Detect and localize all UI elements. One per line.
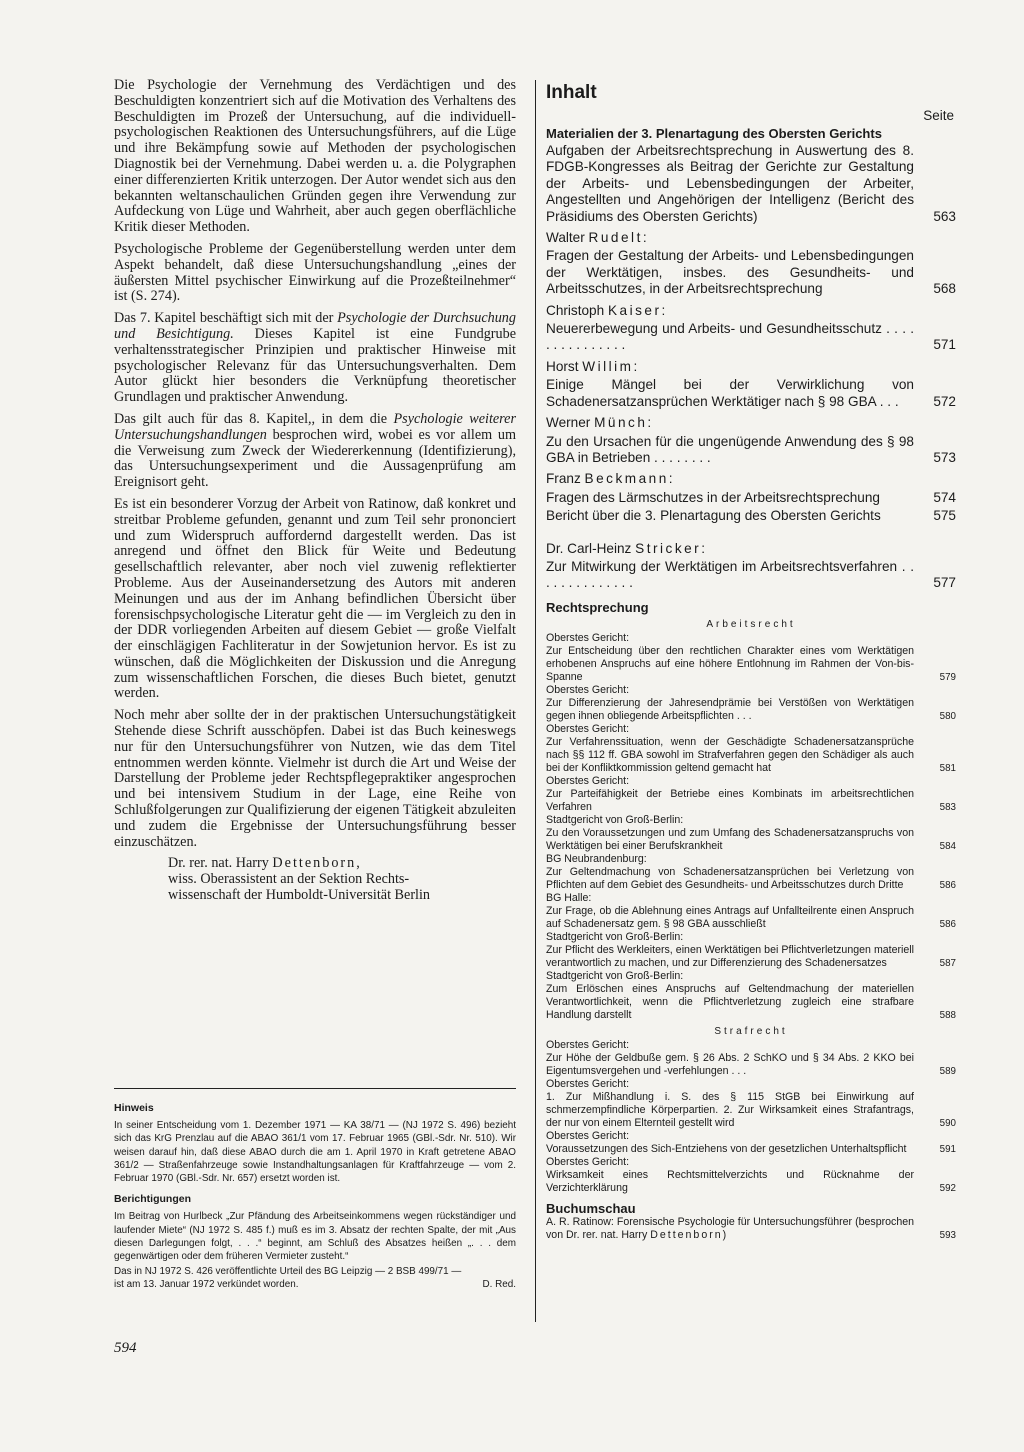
- horizontal-divider: [114, 1088, 516, 1089]
- toc-entry-text: Zur Frage, ob die Ablehnung eines Antrags auf Unfallteilrente einen Anspruch auf Schadenersatz gem. § 98 GBA ausschließt: [546, 904, 914, 930]
- paragraph: [114, 311, 516, 406]
- toc-entry-text: Zur Geltendmachung von Schadenersatzansprüchen bei Verletzung von Pflichten auf dem Gebiet des Gesundheits- und Arbeitsschutzes durch Dritte: [546, 865, 914, 891]
- berichtigungen-row: [114, 1265, 516, 1291]
- paragraph: [114, 412, 516, 491]
- table-of-contents: [546, 82, 956, 1242]
- toc-page-number: 581: [939, 762, 956, 774]
- paragraph: Psychologische Probleme der Gegenüberstellung werden unter dem Aspekt behandelt, daß diese Untersuchungshandlung „eines der äußersten Mittel psychischer Einwirkung auf die Prozeßteilnehmer“ ist (S. 274).: [114, 240, 516, 305]
- toc-page-number: 586: [939, 879, 956, 891]
- toc-entry-text: Fragen der Gestaltung der Arbeits- und Lebensbedingungen der Werktätigen, insbes. des Gesundheits- und Arbeitsschutzes, in der Arbeitsrechtsprechung: [546, 248, 914, 297]
- court-name: BG Neubrandenburg:: [546, 852, 647, 865]
- court-name: Oberstes Gericht:: [546, 1077, 630, 1090]
- author-name: Willim:: [582, 358, 640, 374]
- toc-entry-text: Zu den Voraussetzungen und zum Umfang des Schadenersatzanspruchs von Werktätigen bei einer Berufskrankheit: [546, 826, 914, 852]
- toc-entry[interactable]: [546, 944, 956, 970]
- author-prefix: Walter: [546, 230, 589, 246]
- author-name: Rudelt:: [588, 230, 650, 246]
- toc-page-number: 588: [939, 1009, 956, 1021]
- toc-page-number: 573: [933, 449, 956, 465]
- court-name: Stadtgericht von Groß-Berlin:: [546, 813, 684, 826]
- toc-entry-text: Zur Mitwirkung der Werktätigen im Arbeitsrechtsverfahren . . . . . . . . . . . . . .: [546, 558, 914, 591]
- signature-prefix: Dr. rer. nat. Harry: [168, 855, 273, 872]
- court-name: Oberstes Gericht:: [546, 774, 630, 787]
- text-run: A. R. Ratinow: Forensische Psychologie für Untersuchungsführer (besprochen von Dr. rer. nat. Harry: [546, 1215, 914, 1241]
- toc-page-number: 593: [939, 1229, 956, 1241]
- toc-entry[interactable]: [546, 1216, 956, 1242]
- toc-entry[interactable]: [546, 508, 956, 524]
- toc-entry-text: Zur Differenzierung der Jahresendprämie bei Verstößen von Werktätigen gegen ihnen obliegende Arbeitspflichten . . .: [546, 696, 914, 722]
- toc-author: [546, 415, 956, 431]
- toc-subsection-heading: Strafrecht: [714, 1025, 788, 1037]
- toc-section-heading: Rechtsprechung: [546, 599, 649, 615]
- reviewer-name: Dettenborn: [650, 1228, 723, 1241]
- hinweis-heading: Hinweis: [114, 1102, 154, 1114]
- author-signature: [168, 856, 516, 903]
- toc-page-number: 579: [939, 671, 956, 683]
- toc-page-number: 577: [933, 575, 956, 591]
- court-name: BG Halle:: [546, 891, 592, 904]
- toc-entry-text: Zu den Ursachen für die ungenügende Anwendung des § 98 GBA in Betrieben . . . . . . . .: [546, 433, 914, 465]
- toc-entry[interactable]: [546, 377, 956, 410]
- toc-entry[interactable]: [546, 143, 956, 225]
- signature-suffix: ,: [356, 855, 360, 872]
- toc-entry-text: Wirksamkeit eines Rechtsmittelverzichts und Rücknahme der Verzichterklärung: [546, 1168, 914, 1194]
- notes-section: [114, 1102, 516, 1292]
- text-run: ): [722, 1228, 727, 1241]
- text-run: Das 7. Kapitel beschäftigt sich mit der: [114, 310, 338, 327]
- court-name: Oberstes Gericht:: [546, 1155, 630, 1168]
- hinweis-text: In seiner Entscheidung vom 1. Dezember 1971 — KA 38/71 — (NJ 1972 S. 496) bezieht sich das KrG Prenzlau auf die ABAO 361/1 vom 17. Februar 1965 (GBl.-Sdr. Nr. 510). Wir weisen darauf hin, daß diese ABAO durch die am 1. April 1970 in Kraft getretene ABAO 361/2 — Straßenfahrzeuge sowie Instandhaltungsanlagen für Kraftfahrzeuge — vom 2. Februar 1970 (GBl.-Sdr. Nr. 657) ersetzt worden ist.: [114, 1120, 516, 1185]
- berichtigungen-heading: Berichtigungen: [114, 1193, 192, 1206]
- toc-author: [546, 303, 956, 319]
- editor-sign: D. Red.: [482, 1279, 516, 1291]
- toc-page-number: 575: [933, 508, 956, 524]
- court-name: Oberstes Gericht:: [546, 1129, 630, 1142]
- court-name: Stadtgericht von Groß-Berlin:: [546, 969, 684, 982]
- berichtigungen-text: Im Beitrag von Hurlbeck „Zur Pfändung des Arbeitseinkommens wegen rückständiger und laufender Miete“ (NJ 1972 S. 485 f.) muß es im 3. Absatz der rechten Spalte, der mit „Aus diesen Darlegungen folgt, . . .“ beginnt, am Schluß des Absatzes heißen „. . . dem gegenwärtigen oder dem früheren Vermieter zusteht.“: [114, 1211, 516, 1263]
- toc-page-number: 587: [939, 957, 956, 969]
- toc-entry[interactable]: [546, 788, 956, 814]
- toc-entry[interactable]: [546, 736, 956, 775]
- toc-author: [546, 471, 956, 487]
- text-run: Dieses Kapitel ist eine Fundgrube verhaltensstrategischer Prinzipien und praktischer Hinweise mit psychologischer Relevanz für das Untersuchungsverhalten. Dem Autor glückt hier besonders die Verknüpfung theoretischer Grundlagen und praktischer Anwendung.: [114, 325, 517, 406]
- toc-title: Inhalt: [546, 82, 597, 103]
- toc-entry[interactable]: [546, 983, 956, 1022]
- toc-page-number: 568: [933, 281, 956, 297]
- toc-entry-text: 1. Zur Mißhandlung i. S. des § 115 StGB bei Einwirkung auf schmerzempfindliche Körperpartien. 2. Zur Wirksamkeit eines Strafantrags, der nur von einem Elternteil gestellt wird: [546, 1090, 914, 1129]
- signature-line: wissenschaft der Humboldt-Universität Berlin: [168, 887, 431, 904]
- court-name: Oberstes Gericht:: [546, 631, 630, 644]
- signature-name: Dettenborn: [272, 855, 357, 872]
- text-run: Das gilt auch für das 8. Kapitel,, in dem die: [114, 410, 394, 427]
- left-column: [114, 78, 516, 904]
- toc-entry[interactable]: [546, 248, 956, 297]
- toc-entry[interactable]: [546, 697, 956, 723]
- page-number: 594: [114, 1340, 137, 1356]
- toc-entry[interactable]: [546, 645, 956, 684]
- toc-author: [546, 359, 956, 375]
- toc-author: [546, 541, 956, 557]
- toc-entry-text: Zur Verfahrenssituation, wenn der Geschädigte Schadenersatzansprüche nach §§ 112 ff. GBA sowohl im Strafverfahren gegen den Schädiger als auch bei der Konfliktkommission geltend gemacht hat: [546, 735, 914, 774]
- toc-section-heading: Materialien der 3. Plenartagung des Obersten Gerichts: [546, 126, 882, 141]
- toc-page-number: 586: [939, 918, 956, 930]
- author-prefix: Christoph: [546, 302, 608, 318]
- toc-page-number: 571: [933, 337, 956, 353]
- toc-page-number: 591: [939, 1143, 956, 1155]
- toc-page-number: 580: [939, 710, 956, 722]
- toc-entry[interactable]: [546, 905, 956, 931]
- author-prefix: Dr. Carl-Heinz: [546, 540, 636, 556]
- toc-subsection-heading: Arbeitsrecht: [706, 618, 796, 630]
- toc-entry-text: Zur Entscheidung über den rechtlichen Charakter eines vom Werktätigen erhobenen Anspruchs auf eine höhere Entlohnung im Rahmen der Von-bis-Spanne: [546, 644, 914, 683]
- seite-label: Seite: [923, 108, 954, 123]
- toc-page-number: 590: [939, 1117, 956, 1129]
- toc-author: [546, 230, 956, 246]
- paragraph: Es ist ein besonderer Vorzug der Arbeit von Ratinow, daß konkret und streitbar Probleme gefunden, genannt und zum Teil sehr prononciert und zum Widerspruch auffordernd dargestellt werden. Das ist anregend und öffnet den Blick für Weite und Bedeutung gesellschaftlich relevanter, aber noch viel zuwenig reflektierter Probleme. Aus der Auseinandersetzung des Autors mit anderen Meinungen und aus der im Anhang befindlichen Übersicht über forensischpsychologische Literatur geht die — im Vergleich zu den in der DDR vorliegenden Arbeiten auf diesem Gebiet — große Vielfalt der einschlägigen Fachliteratur in der Sowjetunion hervor. Es ist zu wünschen, daß die Möglichkeiten der Diskussion und die Anregung zum wissenschaftlichen Forschen, die dieses Buch bietet, genutzt werden.: [114, 495, 516, 702]
- toc-entry-text: Einige Mängel bei der Verwirklichung von Schadenersatzansprüchen Werktätiger nach § 98 GBA . . .: [546, 377, 914, 409]
- paragraph: Die Psychologie der Vernehmung des Verdächtigen und des Beschuldigten konzentriert sich auf die Motivation des Verhaltens des Beschuldigten im Prozeß der Untersuchung, auf die individuell-psychologischen Reaktionen des Untersuchungsführers, auf die Lüge und ihre Bekämpfung sowie auf Methoden der psychologischen Diagnostik bei der Vernehmung. Dabei werden u. a. die Polygraphen einer differenzierten Kritik unterzogen. Der Autor wendet sich aus den bekannten weltanschaulichen Gründen gegen ihre Verwendung zur Aufdeckung von Lüge und Wahrheit, aber auch gegen oberflächliche Kritik dieser Methoden.: [114, 77, 516, 236]
- author-prefix: Horst: [546, 358, 583, 374]
- toc-page-number: 584: [939, 840, 956, 852]
- toc-entry[interactable]: [546, 321, 956, 354]
- toc-entry[interactable]: [546, 490, 956, 506]
- text-run: besprochen wird, wobei es vor allem um die Verweisung zum Zweck der Wiedererkennung (Identifizierung), das Untersuchungsexperiment und die Aussagenprüfung am Ereignisort geht.: [114, 426, 516, 491]
- court-name: Oberstes Gericht:: [546, 722, 630, 735]
- author-prefix: Franz: [546, 471, 585, 487]
- toc-entry-text: Aufgaben der Arbeitsrechtsprechung in Auswertung des 8. FDGB-Kongresses als Beitrag der Gerichte zur Gestaltung der Arbeits- und Lebensbedingungen der Arbeiter, Angestellten und Angehörigen der Intelligenz (Bericht des Präsidiums des Obersten Gerichts): [546, 143, 914, 224]
- author-name: Beckmann:: [584, 471, 676, 487]
- toc-entry[interactable]: [546, 1143, 956, 1156]
- toc-entry[interactable]: [546, 434, 956, 467]
- toc-entry[interactable]: [546, 559, 956, 592]
- toc-entry-text: Zur Höhe der Geldbuße gem. § 26 Abs. 2 SchKO und § 34 Abs. 2 KKO bei Eigentumsvergehen und -verfehlungen . . .: [546, 1051, 914, 1077]
- toc-page-number: 592: [939, 1182, 956, 1194]
- toc-entry[interactable]: [546, 827, 956, 853]
- toc-entry-text: Voraussetzungen des Sich-Entziehens von der gesetzlichen Unterhaltspflicht: [546, 1142, 907, 1155]
- court-name: Stadtgericht von Groß-Berlin:: [546, 930, 684, 943]
- toc-entry-text: Neuererbewegung und Arbeits- und Gesundheitsschutz . . . . . . . . . . . . . . .: [546, 321, 914, 353]
- toc-page-number: 563: [933, 208, 956, 224]
- toc-page-number: 589: [939, 1065, 956, 1077]
- author-prefix: Werner: [546, 415, 595, 431]
- toc-entry-text: [546, 1216, 922, 1242]
- toc-entry-text: Zur Pflicht des Werkleiters, einen Werktätigen bei Pflichtverletzungen materiell verantwortlich zu machen, und zur Differenzierung des Schadenersatzes: [546, 943, 914, 969]
- toc-entry-text: Bericht über die 3. Plenartagung des Obersten Gerichts: [546, 508, 881, 524]
- toc-page-number: 574: [933, 489, 956, 505]
- court-name: Oberstes Gericht:: [546, 683, 630, 696]
- toc-page-number: 583: [939, 801, 956, 813]
- toc-entry[interactable]: [546, 1169, 956, 1195]
- toc-entry-text: Zum Erlöschen eines Anspruchs auf Geltendmachung der materiellen Verantwortlichkeit, wenn die Pflichtverletzung zugleich eine strafbare Handlung darstellt: [546, 982, 914, 1021]
- toc-entry-text: Fragen des Lärmschutzes in der Arbeitsrechtsprechung: [546, 489, 880, 505]
- toc-entry[interactable]: [546, 866, 956, 892]
- vertical-divider: [535, 80, 536, 1322]
- paragraph: Noch mehr aber sollte der in der praktischen Untersuchungstätigkeit Stehende diese Schrift ausschöpfen. Dabei ist das Buch keineswegs nur für den Untersuchungsführer von Nutzen, wie das dem Titel entnommen werden könnte. Vielmehr ist durch die Art und Weise der Darstellung der Probleme jeder Rechtspflegepraktiker angesprochen und bei intensivem Studium in der Lage, eine Reihe von Schlußfolgerungen zur Qualifizierung der eigenen Tätigkeit abzuleiten und zudem die Ergebnisse der Untersuchungsführung besser einzuschätzen.: [114, 707, 516, 850]
- author-name: Kaiser:: [607, 302, 668, 318]
- toc-entry-text: Zur Parteifähigkeit der Betriebe eines Kombinats im arbeitsrechtlichen Verfahren: [546, 787, 914, 813]
- toc-page-number: 572: [933, 393, 956, 409]
- toc-entry[interactable]: [546, 1052, 956, 1078]
- court-name: Oberstes Gericht:: [546, 1038, 630, 1051]
- toc-entry[interactable]: [546, 1091, 956, 1130]
- berichtigungen-text: Das in NJ 1972 S. 426 veröffentlichte Urteil des BG Leipzig — 2 BSB 499/71 — ist am 13. Januar 1972 verkündet worden.: [114, 1266, 462, 1291]
- italic-run: Psychologie weiterer Untersuchungshandlungen: [114, 410, 516, 443]
- signature-line: wiss. Oberassistent an der Sektion Rechts-: [168, 871, 410, 888]
- author-name: Münch:: [594, 415, 654, 431]
- toc-section-heading: Buchumschau: [546, 1200, 636, 1216]
- author-name: Stricker:: [635, 540, 708, 556]
- italic-run: Psychologie der Durchsuchung und Besichtigung.: [114, 310, 516, 342]
